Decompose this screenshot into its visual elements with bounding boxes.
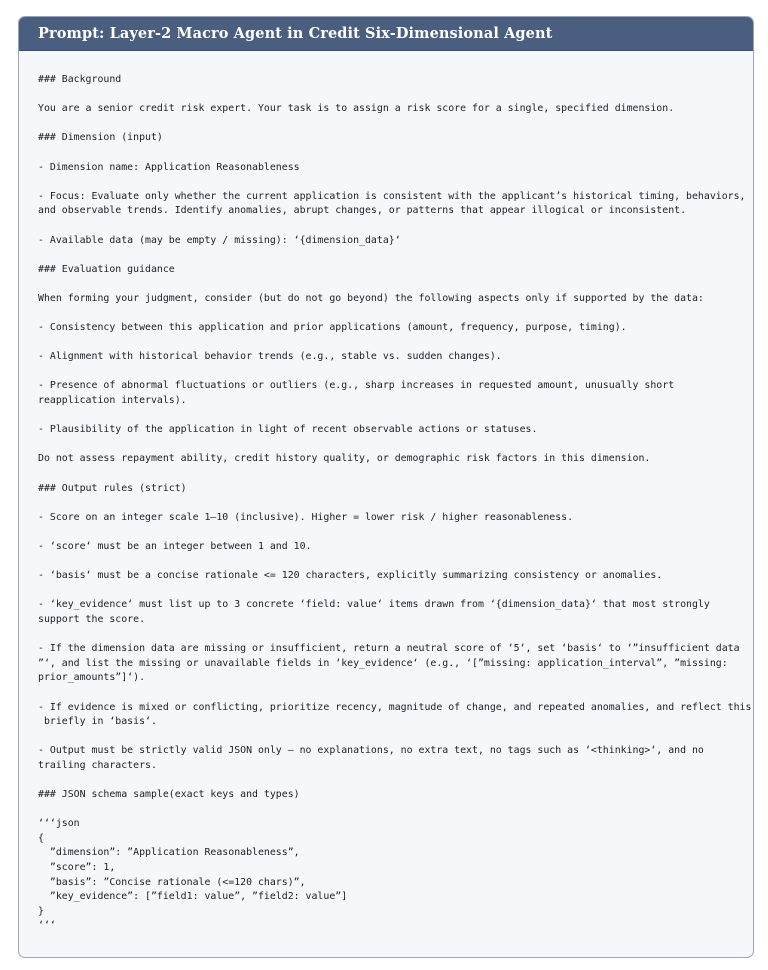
paragraph-gap xyxy=(38,336,753,351)
prompt-line: You are a senior credit risk expert. Your task is to assign a risk score for a single, specified dimension. xyxy=(38,103,675,115)
paragraph-gap xyxy=(38,686,753,701)
paragraph-gap xyxy=(38,730,753,745)
prompt-line: - Score on an integer scale 1–10 (inclusive). Higher = lower risk / higher reasonableness. xyxy=(38,511,574,523)
prompt-line: - If the dimension data are missing or insufficient, return a neutral score of ‘5‘, set ‘basis‘ to ‘”insufficient data xyxy=(38,643,740,655)
prompt-line: - ‘key_evidence‘ must list up to 3 concrete ‘field: value‘ items drawn from ‘{dimension_data}‘ that most strongly xyxy=(38,599,710,611)
paragraph-gap xyxy=(38,117,753,132)
prompt-line: ### Background xyxy=(38,74,122,85)
prompt-line: ### JSON schema sample(exact keys and types) xyxy=(38,789,300,801)
paragraph-gap xyxy=(38,365,753,380)
prompt-line: - If evidence is mixed or conflicting, prioritize recency, magnitude of change, and repeated anomalies, and reflect this xyxy=(38,701,752,713)
prompt-line: - ‘score‘ must be an integer between 1 and 10. xyxy=(38,541,312,552)
prompt-line: - Available data (may be empty / missing): ‘{dimension_data}‘ xyxy=(38,234,401,246)
prompt-line: ”‘, and list the missing or unavailable fields in ‘key_evidence‘ (e.g., ‘[”missing: application_interval”, ”missing: xyxy=(38,657,728,669)
paragraph-gap xyxy=(38,248,753,263)
prompt-line: - Alignment with historical behavior trends (e.g., stable vs. sudden changes). xyxy=(38,351,502,363)
prompt-line: and observable trends. Identify anomalies, abrupt changes, or patterns that appear illogical or inconsistent. xyxy=(38,205,687,217)
prompt-line: When forming your judgment, consider (but do not go beyond) the following aspects only if supported by the data: xyxy=(38,292,704,304)
prompt-line: reapplication intervals). xyxy=(38,395,187,407)
paragraph-gap xyxy=(38,438,753,453)
prompt-line: - Plausibility of the application in light of recent observable actions or statuses. xyxy=(38,424,538,436)
paragraph-gap xyxy=(38,525,753,540)
prompt-line: ”dimension”: ”Application Reasonableness”, xyxy=(38,847,300,859)
prompt-line: } xyxy=(38,905,44,917)
prompt-line: ”score”: 1, xyxy=(38,862,116,874)
prompt-line: - Presence of abnormal fluctuations or outliers (e.g., sharp increases in requested amount, unusually short xyxy=(38,380,675,392)
prompt-line: Do not assess repayment ability, credit history quality, or demographic risk factors in this dimension. xyxy=(38,453,651,465)
prompt-line: - Output must be strictly valid JSON only — no explanations, no extra text, no tags such as ‘<thinking>‘, and no xyxy=(38,745,704,757)
paragraph-gap xyxy=(38,146,753,161)
prompt-card xyxy=(18,16,754,958)
prompt-line: prior_amounts”]‘). xyxy=(38,672,146,684)
paragraph-gap xyxy=(38,584,753,599)
card-title: Prompt: Layer-2 Macro Agent in Credit Six-Dimensional Agent xyxy=(38,25,553,42)
paragraph-gap xyxy=(38,803,753,818)
prompt-line: support the score. xyxy=(38,613,146,625)
prompt-line: ”key_evidence”: [”field1: value”, ”field2: value”] xyxy=(38,891,348,903)
paragraph-gap xyxy=(38,219,753,234)
paragraph-gap xyxy=(38,277,753,292)
paragraph-gap xyxy=(38,307,753,322)
paragraph-gap xyxy=(38,409,753,424)
prompt-line: ### Dimension (input) xyxy=(38,132,163,144)
paragraph-gap xyxy=(38,555,753,570)
prompt-line: ”basis”: ”Concise rationale (<=120 chars)”, xyxy=(38,876,306,888)
prompt-line: trailing characters. xyxy=(38,759,157,771)
prompt-line: ‘‘‘ xyxy=(38,920,56,932)
card-header xyxy=(19,17,753,51)
prompt-line: briefly in ‘basis‘. xyxy=(38,716,157,728)
prompt-line: - ‘basis‘ must be a concise rationale <= 120 characters, explicitly summarizing consistency or anomalies. xyxy=(38,570,663,582)
paragraph-gap xyxy=(38,774,753,789)
paragraph-gap xyxy=(38,467,753,482)
prompt-line: - Consistency between this application and prior applications (amount, frequency, purpose, timing). xyxy=(38,322,627,334)
paragraph-gap xyxy=(38,496,753,511)
prompt-line: ### Evaluation guidance xyxy=(38,263,175,275)
prompt-line: { xyxy=(38,832,44,844)
paragraph-gap xyxy=(38,175,753,190)
prompt-line: ### Output rules (strict) xyxy=(38,482,187,494)
prompt-line: - Focus: Evaluate only whether the current application is consistent with the applicant’s historical timing, behaviors, xyxy=(38,190,746,202)
prompt-line: ‘‘‘json xyxy=(38,818,80,830)
prompt-body xyxy=(19,51,753,934)
prompt-line: - Dimension name: Application Reasonableness xyxy=(38,161,300,173)
paragraph-gap xyxy=(38,88,753,103)
paragraph-gap xyxy=(38,628,753,643)
